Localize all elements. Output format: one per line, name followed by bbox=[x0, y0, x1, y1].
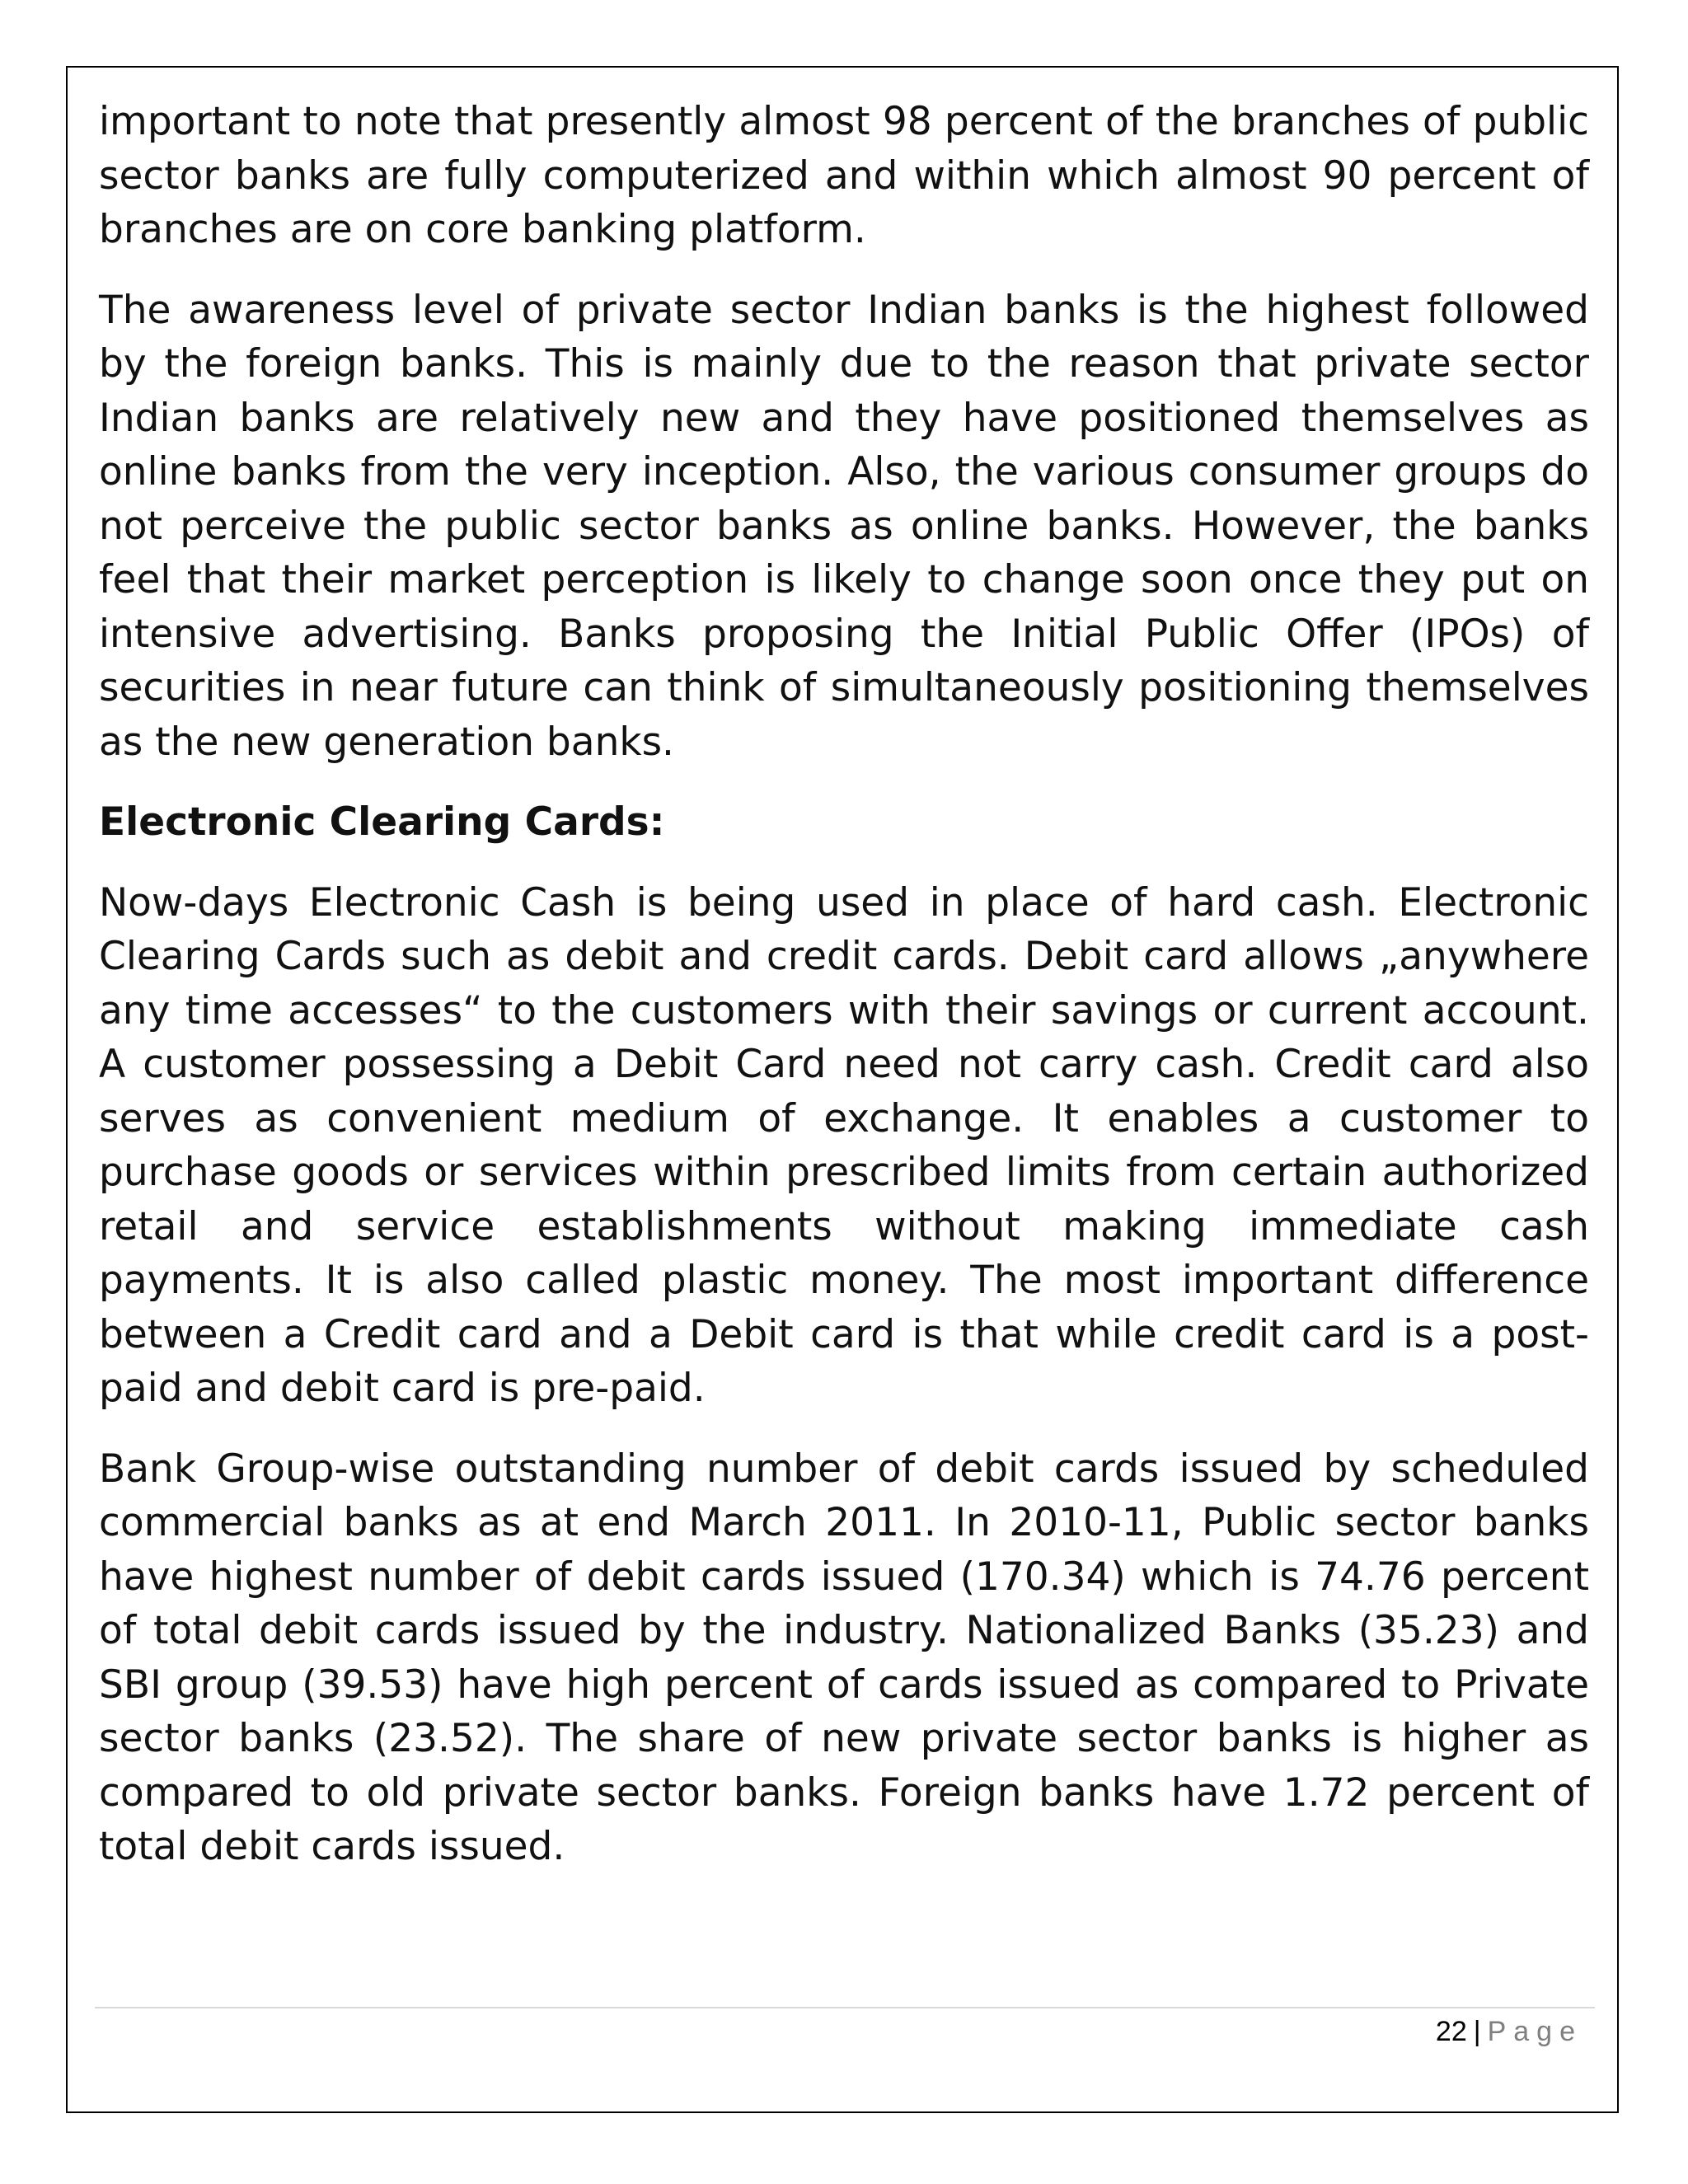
paragraph-computerization: important to note that presently almost 98 percent of the branches of public sector banks are fully computerized and within which almost 90 percent of branches are on core banking platform. bbox=[99, 99, 1589, 252]
paragraph-awareness: The awareness level of private sector Indian banks is the highest followed by the foreign banks. This is mainly due to the reason that private sector Indian banks are relatively new and they have positioned themselves as online banks from the very inception. Also, the various consumer groups do not perceive the public sector banks as online banks. However, the banks feel that their market perception is likely to change soon once they put on intensive advertising. Banks proposing the Initial Public Offer (IPOs) of securities in near future can think of simultaneously positioning themselves as the new generation banks. bbox=[99, 287, 1589, 765]
paragraph-debit-cards: Bank Group-wise outstanding number of debit cards issued by scheduled commercial banks as at end March 2011. In 2010-11, Public sector banks have highest number of debit cards issued (170.34) which is 74.76 percent of total debit cards issued by the industry. Nationalized Banks (35.23) and SBI group (39.53) have high percent of cards issued as compared to Private sector banks (23.52). The share of new private sector banks is higher as compared to old private sector banks. Foreign banks have 1.72 percent of total debit cards issued. bbox=[99, 1446, 1589, 1869]
section-heading: Electronic Clearing Cards: bbox=[99, 799, 665, 845]
page-footer bbox=[1436, 2011, 1582, 2052]
document-body bbox=[99, 95, 1589, 1900]
paragraph-electronic-cash: Now-days Electronic Cash is being used in place of hard cash. Electronic Clearing Cards such as debit and credit cards. Debit card allows „anywhere any time accesses“ to the customers with their savings or current account. A customer possessing a Debit Card need not carry cash. Credit card also serves as convenient medium of exchange. It enables a customer to purchase goods or services within prescribed limits from certain authorized retail and service establishments without making immediate cash payments. It is also called plastic money. The most important difference between a Credit card and a Debit card is that while credit card is a post-paid and debit card is pre-paid. bbox=[99, 879, 1589, 1411]
page-number: 22 bbox=[1435, 2016, 1467, 2047]
footer-separator: | bbox=[1473, 2016, 1481, 2047]
page-label: Page bbox=[1487, 2016, 1582, 2047]
footer-divider bbox=[95, 2007, 1595, 2008]
